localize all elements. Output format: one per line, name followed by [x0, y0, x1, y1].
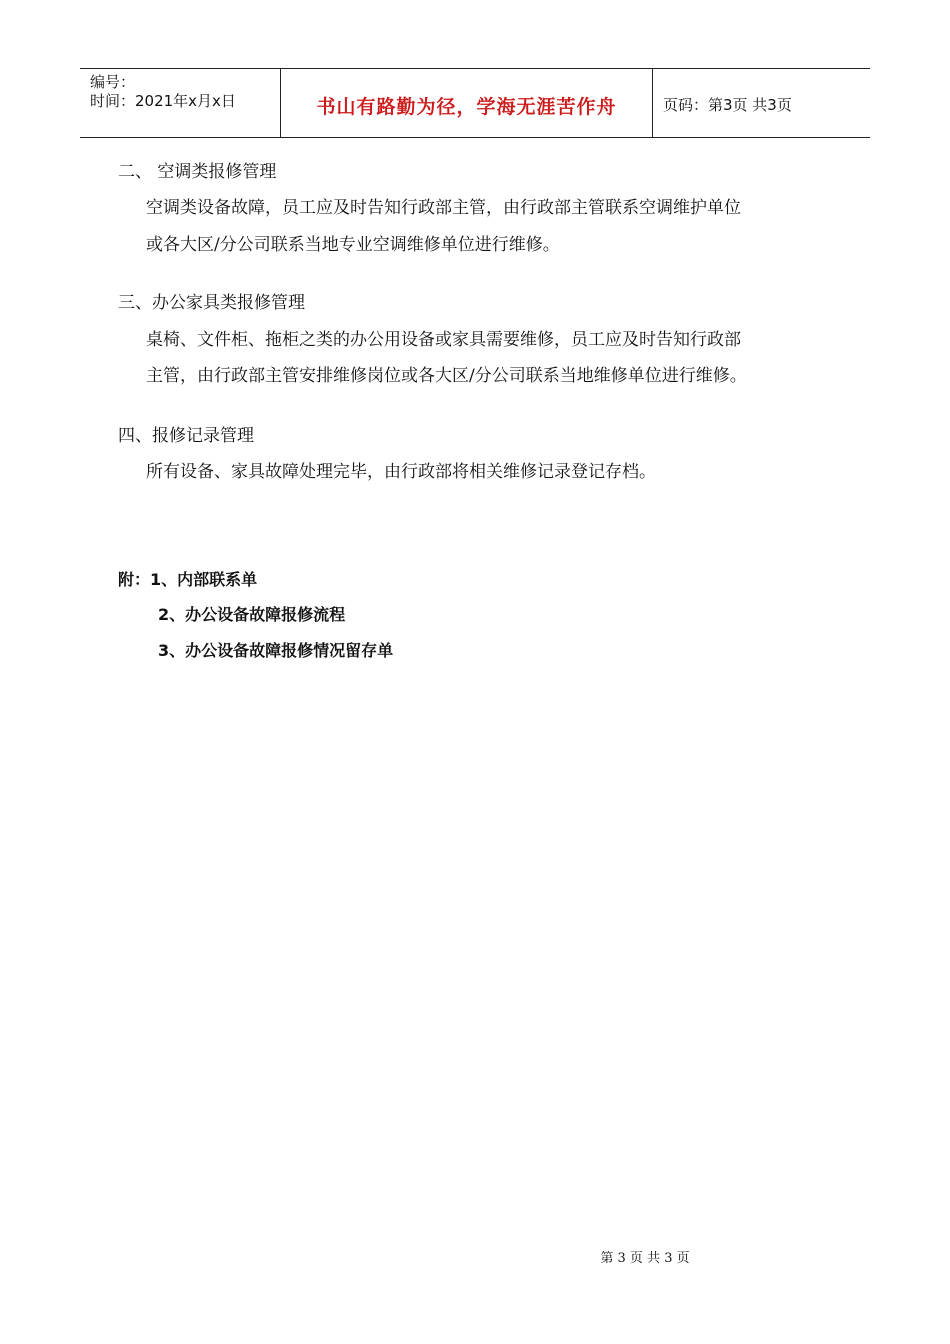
header-page-cell [653, 69, 870, 137]
section-heading-air-conditioning: 二、 空调类报修管理 [118, 162, 277, 182]
header-motto-cell [281, 69, 653, 137]
attachment-item: 3、办公设备故障报修情况留存单 [158, 641, 394, 660]
section-heading-office-furniture: 三、办公家具类报修管理 [118, 293, 305, 313]
header-page-info: 页码：第3页 共3页 [663, 95, 792, 114]
footer-page-number: 第 3 页 共 3 页 [600, 1251, 690, 1266]
header-motto: 书山有路勤为径，学海无涯苦作舟 [316, 95, 617, 118]
document-code-label: 编号： [90, 73, 136, 91]
attachment-item: 2、办公设备故障报修流程 [158, 605, 346, 624]
section-paragraph-line: 或各大区/分公司联系当地专业空调维修单位进行维修。 [146, 235, 560, 255]
section-heading-repair-records: 四、报修记录管理 [118, 426, 254, 446]
section-paragraph-line: 主管，由行政部主管安排维修岗位或各大区/分公司联系当地维修单位进行维修。 [146, 366, 747, 386]
section-paragraph-line: 桌椅、文件柜、拖柜之类的办公用设备或家具需要维修，员工应及时告知行政部 [146, 330, 741, 350]
section-paragraph-line: 空调类设备故障，员工应及时告知行政部主管，由行政部主管联系空调维护单位 [146, 198, 741, 218]
section-paragraph-line: 所有设备、家具故障处理完毕，由行政部将相关维修记录登记存档。 [146, 462, 656, 482]
header-meta-cell [80, 69, 281, 137]
document-time-label: 时间：2021年x月x日 [90, 92, 236, 110]
attachment-item: 附：1、内部联系单 [118, 570, 258, 589]
header-table [80, 68, 870, 138]
